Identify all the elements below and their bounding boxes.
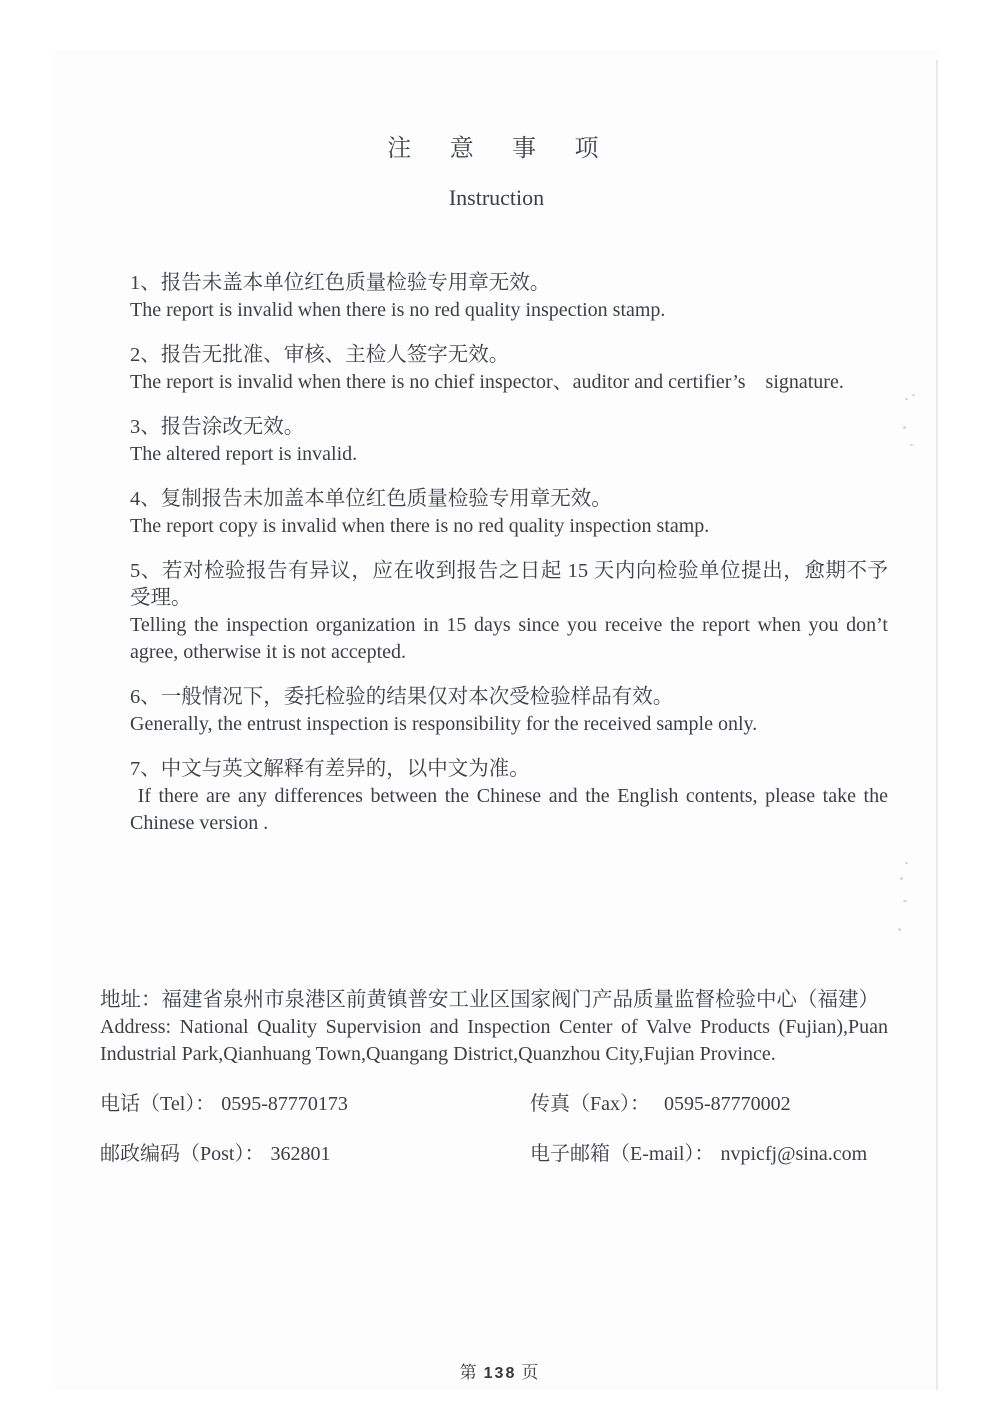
post-value: 362801 xyxy=(270,1143,331,1165)
scan-speck xyxy=(898,928,901,931)
scan-speck xyxy=(905,862,908,864)
scan-speck xyxy=(900,877,903,880)
instruction-item-4 xyxy=(130,486,888,540)
instruction-item-3 xyxy=(130,414,888,468)
scan-speck xyxy=(910,444,913,446)
item-6-text-en: Generally, the entrust inspection is responsibility for the received sample only. xyxy=(130,713,758,735)
item-7-text-en: If there are any differences between the Chinese and the English contents, please take the Chinese version . xyxy=(130,785,888,834)
fax-value: 0595-87770002 xyxy=(664,1093,791,1115)
tel-field xyxy=(100,1090,530,1118)
email-label: 电子邮箱（E-mail）： xyxy=(530,1143,715,1165)
address-block xyxy=(100,987,888,1068)
fax-field xyxy=(530,1090,888,1118)
instruction-item-6 xyxy=(130,684,888,738)
address-text-cn: 地址：福建省泉州市泉港区前黄镇普安工业区国家阀门产品质量监督检验中心（福建） xyxy=(100,989,879,1011)
scanned-page xyxy=(55,50,938,1390)
email-field xyxy=(530,1140,888,1168)
page-number-value: 138 xyxy=(483,1365,517,1382)
item-7-text-cn: 7、中文与英文解释有差异的，以中文为准。 xyxy=(130,758,530,780)
scan-speck xyxy=(912,394,915,396)
address-text-en: Address: National Quality Supervision and Inspection Center of Valve Products (Fujian),Puan Industrial Park,Qianhuang Town,Quangang District,Quanzhou City,Fujian Province. xyxy=(100,1016,888,1065)
item-2-text-en: The report is invalid when there is no chief inspector、auditor and certifier’s signature. xyxy=(130,371,844,393)
tel-value: 0595-87770173 xyxy=(221,1093,348,1115)
scan-speck xyxy=(905,398,908,400)
item-3-text-en: The altered report is invalid. xyxy=(130,443,358,465)
instruction-item-7 xyxy=(130,756,888,837)
item-1-text-cn: 1、报告未盖本单位红色质量检验专用章无效。 xyxy=(130,272,551,294)
instruction-item-1 xyxy=(130,270,888,324)
page-number-suffix: 页 xyxy=(521,1363,541,1382)
scan-speck xyxy=(903,426,906,429)
item-3-text-cn: 3、报告涂改无效。 xyxy=(130,416,305,438)
tel-label: 电话（Tel）： xyxy=(100,1093,216,1115)
item-5-text-cn: 5、若对检验报告有异议，应在收到报告之日起 15 天内向检验单位提出，愈期不予受理。 xyxy=(130,560,888,609)
item-5-text-en: Telling the inspection organization in 15 days since you receive the report when you don’t agree, otherwise it is not accepted. xyxy=(130,614,888,663)
page-number-footer xyxy=(0,1358,1000,1383)
instruction-list xyxy=(130,270,888,837)
document-title-cn: 注 意 事 项 xyxy=(387,136,606,162)
instruction-item-2 xyxy=(130,342,888,396)
item-1-text-en: The report is invalid when there is no red quality inspection stamp. xyxy=(130,299,666,321)
contact-row-tel-fax xyxy=(100,1090,888,1118)
fax-label: 传真（Fax）： xyxy=(530,1093,650,1115)
post-field xyxy=(100,1140,530,1168)
scan-edge-line xyxy=(936,60,938,1390)
document-title-en: Instruction xyxy=(448,185,545,210)
item-6-text-cn: 6、一般情况下，委托检验的结果仅对本次受检验样品有效。 xyxy=(130,686,674,708)
item-4-text-cn: 4、复制报告未加盖本单位红色质量检验专用章无效。 xyxy=(130,488,612,510)
email-value: nvpicfj@sina.com xyxy=(720,1143,868,1165)
contact-block xyxy=(100,1090,888,1168)
contact-row-post-email xyxy=(100,1140,888,1168)
page-number-prefix: 第 xyxy=(459,1363,479,1382)
instruction-item-5 xyxy=(130,558,888,666)
item-4-text-en: The report copy is invalid when there is no red quality inspection stamp. xyxy=(130,515,710,537)
post-label: 邮政编码（Post）： xyxy=(100,1143,265,1165)
scan-speck xyxy=(903,900,907,902)
item-2-text-cn: 2、报告无批准、审核、主检人签字无效。 xyxy=(130,344,510,366)
